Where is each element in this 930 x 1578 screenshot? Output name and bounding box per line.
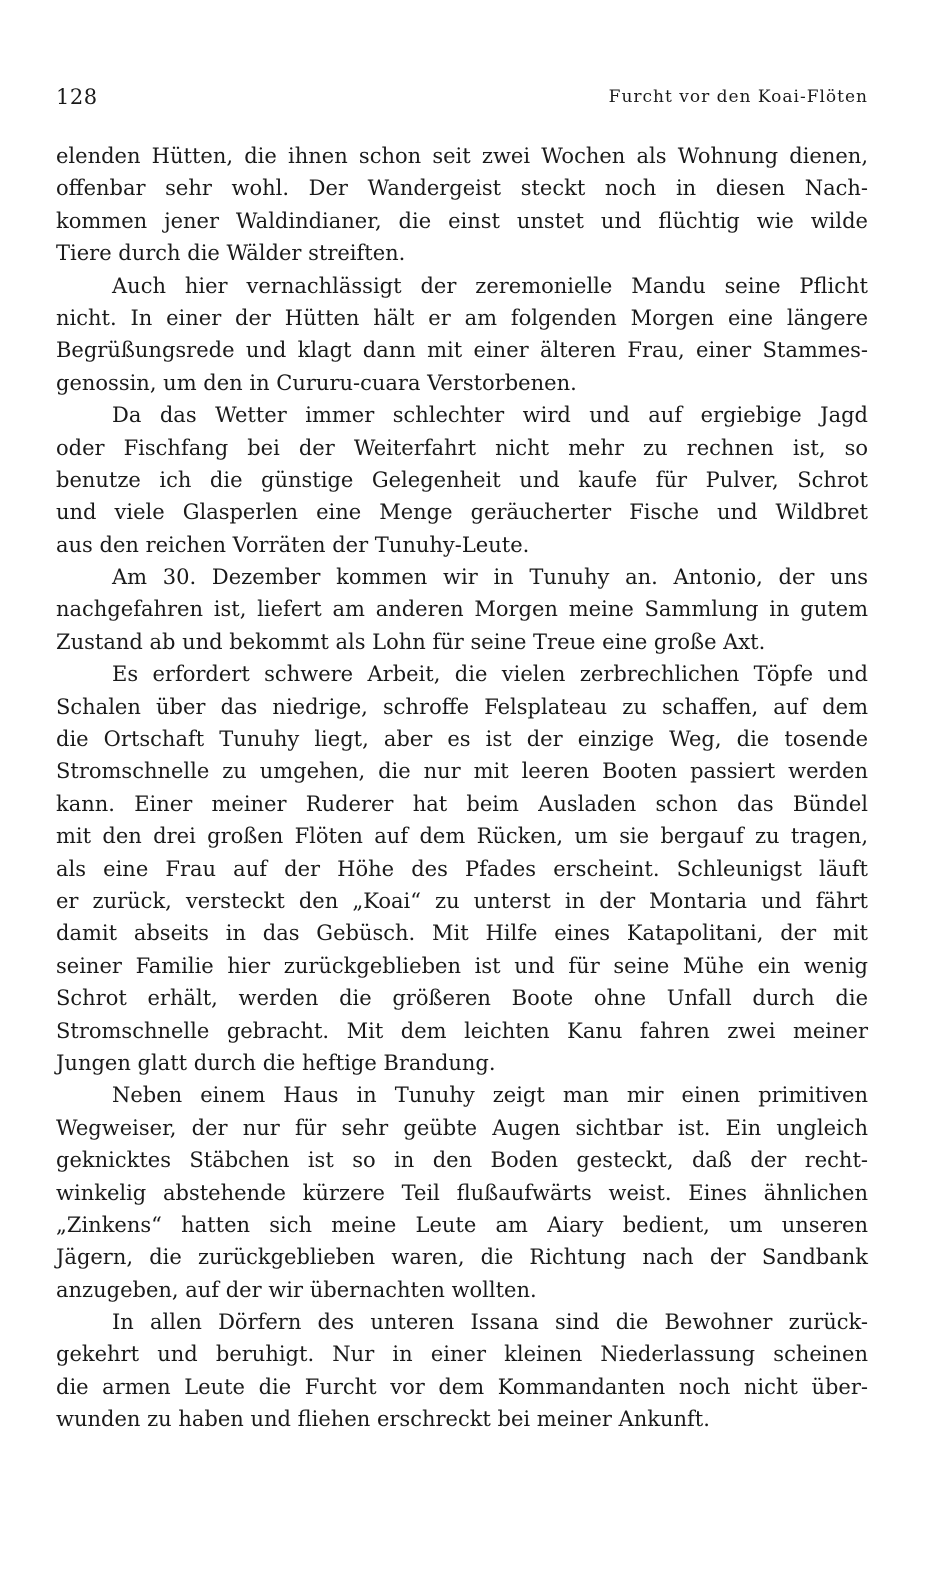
paragraph	[56, 399, 868, 561]
text-line: Begrüßungsrede und klagt dann mit einer älteren Frau, einer Stammes-	[56, 338, 868, 363]
paragraph	[56, 658, 868, 1079]
text-line: Wegweiser, der nur für sehr geübte Augen sichtbar ist. Ein ungleich	[56, 1115, 868, 1140]
text-line: gekehrt und beruhigt. Nur in einer kleinen Niederlassung scheinen	[56, 1342, 868, 1367]
text-line: kommen jener Waldindianer, die einst unstet und flüchtig wie wilde	[56, 208, 868, 233]
text-line: Stromschnelle zu umgehen, die nur mit leeren Booten passiert werden	[56, 759, 868, 784]
paragraph	[56, 561, 868, 658]
text-line: Jägern, die zurückgeblieben waren, die Richtung nach der Sandbank	[56, 1245, 868, 1270]
text-line: benutze ich die günstige Gelegenheit und kaufe für Pulver, Schrot	[56, 467, 868, 492]
text-line: wunden zu haben und fliehen erschreckt bei meiner Ankunft.	[56, 1407, 710, 1432]
paragraph	[56, 1079, 868, 1306]
text-line: seiner Familie hier zurückgeblieben ist und für seine Mühe ein wenig	[56, 953, 868, 978]
text-line: offenbar sehr wohl. Der Wandergeist steckt noch in diesen Nach-	[56, 176, 868, 201]
text-line: nachgefahren ist, liefert am anderen Morgen meine Sammlung in gutem	[56, 597, 868, 622]
text-line: In allen Dörfern des unteren Issana sind die Bewohner zurück-	[112, 1310, 868, 1335]
text-line: geknicktes Stäbchen ist so in den Boden gesteckt, daß der recht-	[56, 1148, 868, 1173]
paragraph	[56, 1306, 868, 1436]
text-line: Stromschnelle gebracht. Mit dem leichten Kanu fahren zwei meiner	[56, 1018, 868, 1043]
text-line: mit den drei großen Flöten auf dem Rücken, um sie bergauf zu tragen,	[56, 824, 868, 849]
paragraph	[56, 140, 868, 270]
text-line: Zustand ab und bekommt als Lohn für seine Treue eine große Axt.	[56, 629, 766, 654]
body-text	[56, 140, 868, 1436]
text-line: als eine Frau auf der Höhe des Pfades erscheint. Schleunigst läuft	[56, 856, 868, 881]
page-header	[56, 85, 868, 115]
text-line: genossin, um den in Cururu-cuara Verstorbenen.	[56, 370, 577, 395]
text-line: Am 30. Dezember kommen wir in Tunuhy an. Antonio, der uns	[112, 565, 868, 590]
text-line: Auch hier vernachlässigt der zeremonielle Mandu seine Pflicht	[112, 273, 868, 298]
text-line: winkelig abstehende kürzere Teil flußaufwärts weist. Eines ähnlichen	[56, 1180, 868, 1205]
text-line: anzugeben, auf der wir übernachten wollten.	[56, 1277, 537, 1302]
text-line: kann. Einer meiner Ruderer hat beim Ausladen schon das Bündel	[56, 791, 868, 816]
paragraph	[56, 270, 868, 400]
text-line: aus den reichen Vorräten der Tunuhy-Leute.	[56, 532, 530, 557]
text-line: Schalen über das niedrige, schroffe Felsplateau zu schaffen, auf dem	[56, 694, 868, 719]
text-line: und viele Glasperlen eine Menge geräucherter Fische und Wildbret	[56, 500, 868, 525]
text-line: er zurück, versteckt den „Koai“ zu unterst in der Montaria und fährt	[56, 888, 868, 913]
text-line: Tiere durch die Wälder streiften.	[56, 241, 406, 266]
text-line: damit abseits in das Gebüsch. Mit Hilfe eines Katapolitani, der mit	[56, 921, 868, 946]
text-line: Jungen glatt durch die heftige Brandung.	[56, 1050, 496, 1075]
text-line: Neben einem Haus in Tunuhy zeigt man mir einen primitiven	[112, 1083, 868, 1108]
text-line: elenden Hütten, die ihnen schon seit zwei Wochen als Wohnung dienen,	[56, 144, 868, 168]
text-line: Da das Wetter immer schlechter wird und auf ergiebige Jagd	[112, 403, 868, 428]
text-line: die armen Leute die Furcht vor dem Kommandanten noch nicht über-	[56, 1374, 868, 1399]
text-line: oder Fischfang bei der Weiterfahrt nicht mehr zu rechnen ist, so	[56, 435, 868, 460]
text-line: „Zinkens“ hatten sich meine Leute am Aiary bedient, um unseren	[56, 1212, 868, 1237]
text-line: Schrot erhält, werden die größeren Boote ohne Unfall durch die	[56, 986, 868, 1011]
running-head: Furcht vor den Koai-Flöten	[608, 87, 868, 107]
page-number: 128	[56, 85, 98, 109]
text-line: nicht. In einer der Hütten hält er am folgenden Morgen eine längere	[56, 305, 868, 330]
text-line: die Ortschaft Tunuhy liegt, aber es ist der einzige Weg, die tosende	[56, 727, 868, 752]
text-line: Es erfordert schwere Arbeit, die vielen zerbrechlichen Töpfe und	[112, 662, 868, 687]
